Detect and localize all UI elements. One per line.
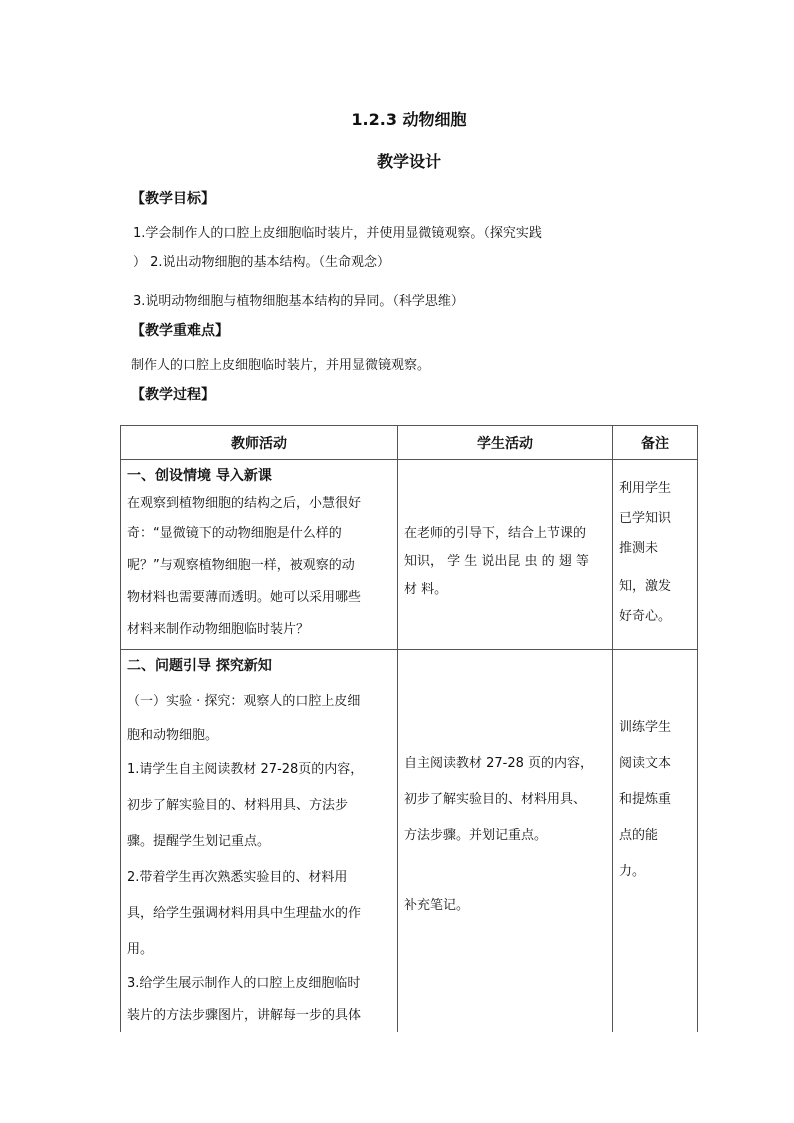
note-line: 力。 [619, 864, 646, 879]
section-title: 二、问题引导 探究新知 [127, 658, 272, 674]
note-line: 好奇心。 [619, 609, 672, 624]
note-line: 阅读文本 [619, 756, 672, 771]
header-notes: 备注 [613, 426, 698, 460]
student-line: 自主阅读教材 27-28 页的内容， [404, 756, 594, 771]
teacher-activity-cell [121, 650, 398, 1033]
key-points-heading: 【教学重难点】 [131, 323, 229, 339]
student-line: 补充笔记。 [404, 898, 470, 913]
section-title: 一、创设情境 导入新课 [127, 468, 272, 484]
notes-cell [613, 460, 698, 650]
teacher-activity-cell [121, 460, 398, 650]
teacher-line: 1.请学生自主阅读教材 27-28页的内容， [127, 762, 364, 777]
objective-line-1: 1.学会制作人的口腔上皮细胞临时装片，并使用显微镜观察。（探究实践 [133, 226, 542, 241]
teacher-line: （一）实验 · 探究：观察人的口腔上皮细 [127, 694, 361, 709]
teacher-line: 具，给学生强调材料用具中生理盐水的作 [127, 906, 362, 921]
teacher-line: 奇：“显微镜下的动物细胞是什么样的 [127, 526, 342, 541]
teacher-line: 用。 [127, 942, 154, 957]
document-title: 1.2.3 动物细胞 [351, 110, 467, 129]
student-activity-cell [398, 650, 613, 1033]
teacher-line: 装片的方法步骤图片，讲解每一步的具体 [127, 1008, 362, 1023]
teacher-line: 呢？”与观察植物细胞一样，被观察的动 [127, 558, 355, 573]
note-line: 已学知识 [619, 511, 672, 526]
teacher-line: 在观察到植物细胞的结构之后，小慧很好 [127, 496, 362, 511]
teaching-process-table [120, 425, 698, 1032]
note-line: 利用学生 [619, 481, 672, 496]
note-line: 和提炼重 [619, 792, 672, 807]
teacher-line: 3.给学生展示制作人的口腔上皮细胞临时 [127, 976, 361, 991]
teacher-line: 胞和动物细胞。 [127, 728, 219, 743]
student-activity-cell [398, 460, 613, 650]
student-line: 材 料。 [404, 582, 448, 597]
teacher-line: 初步了解实验目的、材料用具、方法步 [127, 798, 349, 813]
table-row [121, 650, 698, 1033]
header-teacher-activity: 教师活动 [121, 426, 398, 460]
process-heading: 【教学过程】 [131, 387, 215, 403]
table-header-row [121, 426, 698, 460]
key-points-text: 制作人的口腔上皮细胞临时装片，并用显微镜观察。 [131, 358, 431, 373]
student-line: 在老师的引导下，结合上节课的 [404, 526, 587, 541]
table-row [121, 460, 698, 650]
note-line: 知，激发 [619, 579, 672, 594]
objectives-heading: 【教学目标】 [131, 191, 215, 207]
teacher-line: 材料来制作动物细胞临时装片？ [127, 622, 310, 637]
teacher-line: 物材料也需要薄而透明。她可以采用哪些 [127, 590, 362, 605]
student-line: 方法步骤。并划记重点。 [404, 828, 548, 843]
teacher-line: 骤。提醒学生划记重点。 [127, 834, 271, 849]
notes-cell [613, 650, 698, 1033]
note-line: 推测未 [619, 541, 659, 556]
note-line: 训练学生 [619, 720, 672, 735]
teacher-line: 2.带着学生再次熟悉实验目的、材料用 [127, 870, 348, 885]
document-subtitle: 教学设计 [376, 152, 441, 171]
student-line: 初步了解实验目的、材料用具、 [404, 792, 587, 807]
header-student-activity: 学生活动 [398, 426, 613, 460]
note-line: 点的能 [619, 828, 659, 843]
objective-line-3: 3.说明动物细胞与植物细胞基本结构的异同。（科学思维） [133, 294, 464, 309]
objective-line-2: ） 2.说出动物细胞的基本结构。（生命观念） [133, 255, 391, 270]
student-line: 知识， 学 生 说出昆 虫 的 翅 等 [404, 554, 589, 569]
